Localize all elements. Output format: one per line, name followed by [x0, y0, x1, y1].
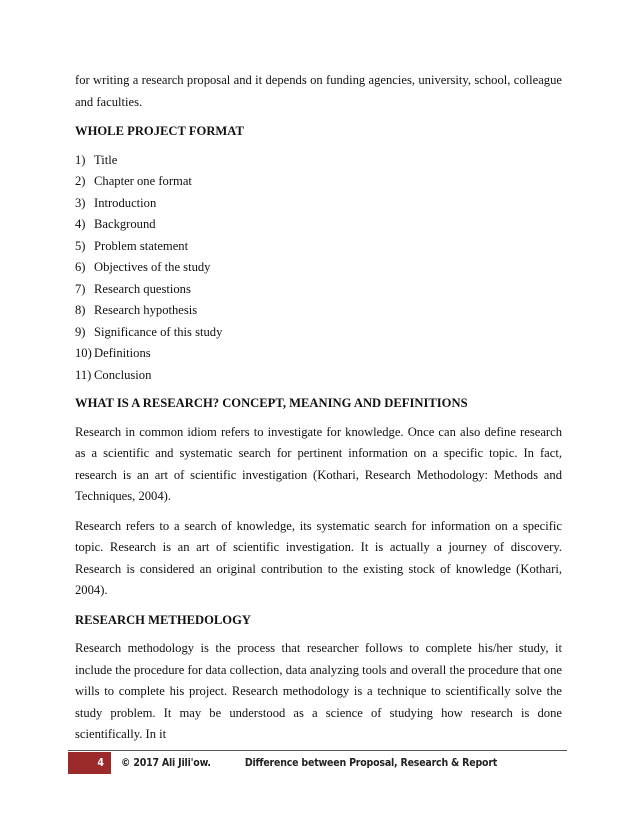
section-heading-project-format: WHOLE PROJECT FORMAT [75, 124, 244, 138]
project-format-item [75, 279, 562, 301]
list-number: 5) [75, 238, 86, 253]
list-number: 4) [75, 217, 86, 231]
list-item-text: Introduction [94, 195, 157, 210]
list-number: 1) [75, 152, 86, 167]
list-item-text: Background [94, 217, 156, 231]
page-content [75, 70, 562, 746]
project-format-item [75, 322, 562, 344]
list-item-text: Chapter one format [94, 174, 192, 188]
page-number-box [68, 752, 111, 774]
copyright-text: © 2017 Ali Jili'ow. [121, 757, 211, 769]
document-title: Difference between Proposal, Research & Report [244, 757, 498, 769]
list-number: 3) [75, 195, 86, 210]
project-format-item [75, 193, 562, 215]
page-footer [68, 752, 567, 774]
research-definition-paragraph: Research in common idiom refers to investigate for knowledge. Once can also define research as a scientific and systematic search for pertinent information on a specific topic. In fact, research is an art of scientific investigation (Kothari, Research Methodology: Methods and Techniques, 2004). [75, 424, 562, 503]
list-item-text: Definitions [94, 346, 151, 360]
list-item-text: Research hypothesis [94, 303, 198, 317]
project-format-item [75, 343, 562, 365]
list-number: 8) [75, 303, 86, 317]
methodology-paragraph: Research methodology is the process that researcher follows to complete his/her study, it include the procedure for data collection, data analyzing tools and overall the procedure that one wills to complete his project. Research methodology is a technique to scientifically solve the study problem. It may be understood as a science of studying how research is done scientifically. In it [75, 641, 562, 741]
list-item-text: Research questions [94, 281, 191, 296]
page-number: 4 [97, 757, 104, 769]
project-format-list [75, 150, 562, 387]
list-item-text: Title [94, 152, 118, 167]
list-number: 11) [75, 367, 92, 382]
list-item-text: Problem statement [94, 238, 189, 253]
research-definition-paragraph: Research refers to a search of knowledge, its systematic search for information on a specific topic. Research is an art of scientific investigation. It is actually a journey of discovery. Research is considered an original contribution to the existing stock of knowledge (Kothari, 2004). [75, 518, 562, 597]
list-number: 9) [75, 324, 86, 339]
list-number: 7) [75, 281, 86, 296]
list-item-text: Significance of this study [94, 324, 223, 339]
list-number: 2) [75, 174, 86, 188]
footer-divider [68, 750, 567, 751]
list-item-text: Conclusion [94, 367, 152, 382]
project-format-item [75, 171, 562, 193]
project-format-item [75, 365, 562, 387]
project-format-item [75, 257, 562, 279]
project-format-item [75, 150, 562, 172]
section-heading-what-is-research: WHAT IS A RESEARCH? CONCEPT, MEANING AND DEFINITIONS [75, 396, 468, 410]
project-format-item [75, 214, 562, 236]
list-number: 6) [75, 260, 86, 274]
section-heading-methodology: RESEARCH METHEDOLOGY [75, 612, 251, 627]
project-format-item [75, 300, 562, 322]
list-item-text: Objectives of the study [94, 260, 211, 274]
project-format-item [75, 236, 562, 258]
list-number: 10) [75, 346, 92, 360]
intro-paragraph: for writing a research proposal and it depends on funding agencies, university, school, colleague and faculties. [75, 73, 562, 109]
